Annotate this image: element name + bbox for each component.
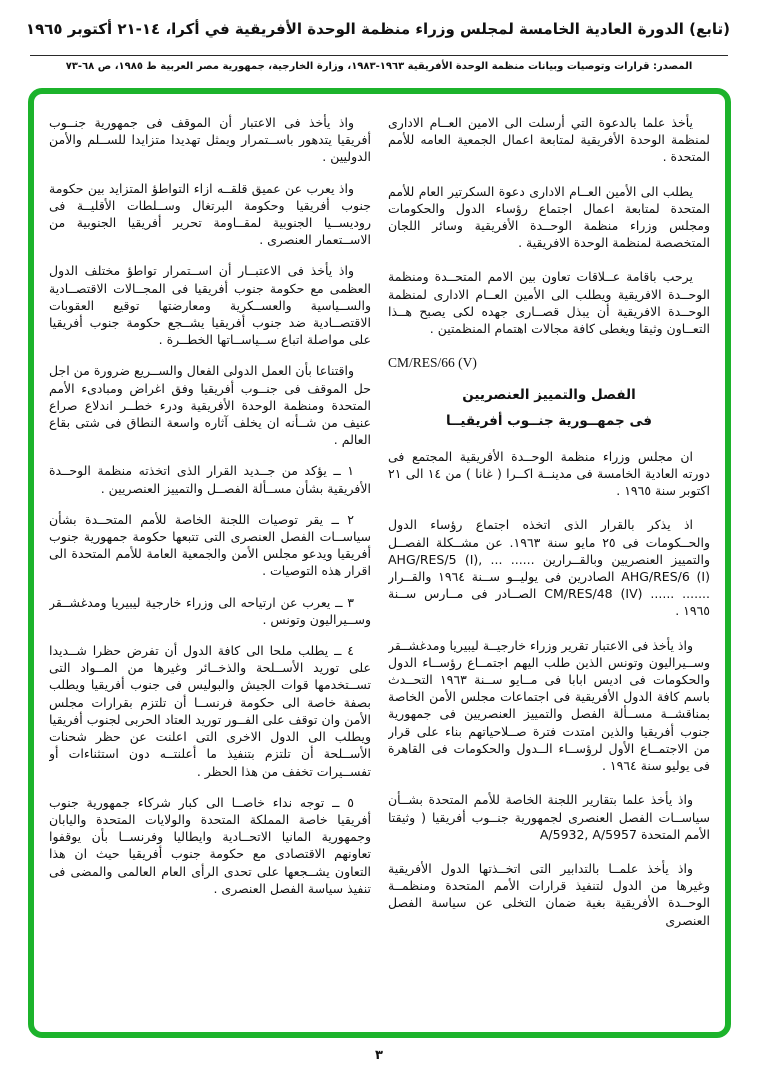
column-right: [388, 114, 710, 1024]
paragraph: واذ يعرب عن عميق قلقــه ازاء التواطؤ المتزايد بين حكومة جنوب أفريقيا وحكومة البرتغال وســلطات الأقليــة فى روديســيا الجنوبية لمقــاومة تحرير أفريقيا الجنوبية من الاســتعمار العنصرى .: [49, 180, 371, 248]
page-number: ٣: [375, 1048, 383, 1063]
paragraph: يطلب الى الأمين العــام الادارى دعوة السكرتير العام للأمم المتحدة لمتابعة اعمال اجتماع رؤساء الدول والحكومات ومجلس وزراء منظمة الوحــدة الأفريقية وسائر اللجان المتخصصة لمنظمة الوحدة الافريقية .: [388, 183, 710, 251]
paragraph: واذ يأخذ فى الاعتبار تقرير وزراء خارجيــة ليبيريا ومدغشــقر وســيراليون وتونس الذين طلب اليهم اجتمــاع رؤســاء الدول والحكومات فى اديس ابابا فى مــايو ســنة ١٩٦٣ التحــدث باسم كافة الدول الأفريقية فى اجتماعات مجلس الأمن الخاصة بمناقشــة مســألة الفصل والتمييز العنصريين فى جمهورية جنوب أفريقيا والذين امتدت فترة صــلاحياتهم بناء على قرار من الاجتمــاع الأول لرؤســاء الــدول والحكومات فى القاهرة فى يوليو سنة ١٩٦٤ .: [388, 637, 710, 774]
paragraph: ان مجلس وزراء منظمة الوحــدة الأفريقية المجتمع فى دورته العادية الخامسة فى مدينــة اكــرا ( غانا ) من ١٤ الى ٢١ اكتوبر سنة ١٩٦٥ .: [388, 448, 710, 499]
paragraph: ٥ ــ توجه نداء خاصــا الى كبار شركاء جمهورية جنوب أفريقيا خاصة المملكة المتحدة والولايات المتحدة واليابان وجمهورية المانيا الاتحــادية وايطاليا وفرنســا بأن يوقفوا تعاونهم الاقتصادى مع حكومة جنوب أفريقيا حيث ان هذا التعاون يشــجعها على تحدى الرأى العام العالمى والمضى فى تنفيذ سياسة الفصل العنصرى .: [49, 794, 371, 896]
paragraph: واذ يأخذ علما بتقارير اللجنة الخاصة للأمم المتحدة بشــأن سياســات الفصل العنصرى لجمهورية جنــوب أفريقيا ( وثيقتا الأمم المتحدة A/5932, A/5957: [388, 792, 710, 842]
page-header: [25, 20, 730, 38]
page-title: (تابع) الدورة العادية الخامسة لمجلس وزراء منظمة الوحدة الأفريقية في أكرا، ١٤-٢١ أكتوبر ١٩٦٥: [25, 20, 730, 38]
column-left: [49, 114, 371, 1024]
paragraph: واذ يأخذ علمــا بالتدابير التى اتخــذتها الدول الأفريقية وغيرها من الدول لتنفيذ قرارات الأمم المتحدة ومنظمــة الوحــدة الأفريقية بغية ضمان التخلى عن سياسة الفصل العنصرى: [388, 860, 710, 928]
two-column-layout: [49, 114, 710, 1024]
resolution-ref: CM/RES/66 (V): [388, 355, 477, 371]
source-line: المصدر: قرارات وتوصيات وبيانات منظمة الوحدة الأفريقية ١٩٦٣-١٩٨٣، وزارة الخارجية، جمهورية مصر العربية ط ١٩٨٥، ص ٦٨-٧٣: [65, 61, 693, 72]
section-heading: فى جمهــورية جنــوب أفريقيــا: [446, 412, 652, 429]
header-divider: [30, 55, 728, 56]
paragraph: يرحب باقامة عــلاقات تعاون بين الامم المتحــدة ومنظمة الوحــدة الافريقية ويطلب الى الأمين العــام الادارى لمنظمة الوحــدة الافريقية أن يبذل قصــارى جهده لكى يصبح هــذا التعــاون وثيقا ويغطى كافة مجالات اهتمام المنظمتين .: [388, 269, 710, 337]
paragraph: واذ يأخذ فى الاعتبــار أن اســتمرار تواطؤ مختلف الدول العظمى مع حكومة جنوب أفريقيا فى المجــالات الاقتصــادية والســياسية والعســكرية ومعارضتها توقيع العقوبات الاقتصــادية ضد جنوب أفريقيا يشــجع حكومة جنوب أفريقيا على مواصلة اتباع ســياســاتها الخطــرة .: [49, 263, 371, 348]
paragraph: واذ يأخذ فى الاعتبار أن الموقف فى جمهورية جنــوب أفريقيا يتدهور باســتمرار ويمثل تهديدا متزايدا للســلم والأمن الدوليين .: [49, 115, 371, 165]
paragraph: ٤ ــ يطلب ملحا الى كافة الدول أن تفرض حظرا شــديدا على توريد الأســلحة والذخــائر وغيرها من المــواد التى تســتخدمها قوات الجيش والبوليس فى جنوب أفريقيا ويطلب بصفة خاصة الى حكومة فرنســا أن تلتزم بقرارات مجلس الأمن وان توقف على الفــور توريد العتاد الحربى لجنوب أفريقيا ويطلب الى الدول الاخرى التى اعلنت عن حظر شحنات الأســلحة أن تلتزم بتنفيذ ما أعلنتــه دون استثناءات أو تفســيرات تخفف من هذا الحظر .: [49, 643, 371, 779]
document-frame: [28, 88, 731, 1038]
paragraph: واقتناعا بأن العمل الدولى الفعال والســريع ضرورة من اجل حل الموقف فى جنــوب أفريقيا وفق اغراض ومبادىء الأمم المتحدة ومنظمة الوحدة الأفريقية ودرء خطــر اندلاع صراع عنيف من شــأنه ان يخلف آثاره واسعة النطاق فى شتى بقاع العالم .: [49, 363, 371, 448]
paragraph: ٢ ــ يقر توصيات اللجنة الخاصة للأمم المتحــدة بشأن سياســات الفصل العنصرى التى تتبعها حكومة جمهورية جنوب أفريقيا ويدعو مجلس الأمن والجمعية العامة للأمم المتحدة الى اقرار هذه التوصيات .: [49, 511, 371, 579]
paragraph: اذ يذكر بالقرار الذى اتخذه اجتماع رؤساء الدول والحــكومات فى ٢٥ مايو سنة ١٩٦٣. عن مشــكلة الفصــل والتمييز العنصريين وبالقــرارين ...... ... AHG/RES/5 (I), AHG/RES/6 (I) الصادرين فى يوليــو ســنة ١٩٦٤ والقــرار ....... ...... CM/RES/48 (IV) الصــادر فى مــارس ســنة ١٩٦٥ .: [388, 517, 710, 619]
paragraph: ١ ــ يؤكد من جــديد القرار الذى اتخذته منظمة الوحــدة الأفريقية بشأن مســألة الفصــل والتمييز العنصريين .: [49, 463, 371, 496]
paragraph: يأخذ علما بالدعوة التي أرسلت الى الامين العــام الادارى لمنظمة الوحدة الأفريقية لمتابعة اعمال الجمعية العامه للأمم المتحدة .: [388, 115, 710, 165]
paragraph: ٣ ــ يعرب عن ارتياحه الى وزراء خارجية ليبيريا ومدغشــقر وســيراليون وتونس .: [49, 594, 371, 627]
section-heading: الفصل والتمييز العنصريين: [462, 387, 636, 404]
